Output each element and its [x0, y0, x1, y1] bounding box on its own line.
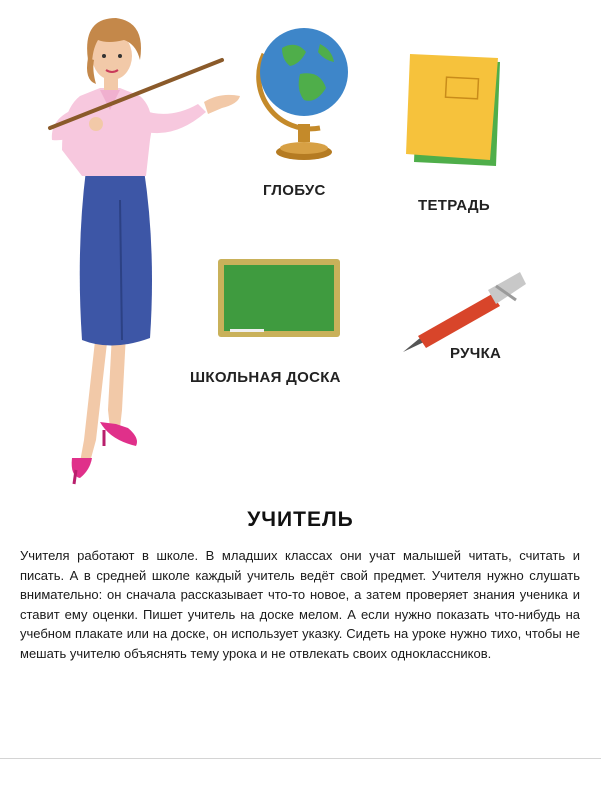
notebook-label: ТЕТРАДЬ [418, 197, 490, 214]
notebook-icon [406, 54, 500, 166]
page-title: УЧИТЕЛЬ [247, 508, 354, 531]
teacher-figure [52, 18, 240, 484]
pen-label: РУЧКА [450, 345, 502, 362]
bottom-divider [0, 758, 601, 759]
blackboard-icon [218, 259, 340, 337]
blackboard-label: ШКОЛЬНАЯ ДОСКА [190, 369, 341, 386]
description-text: Учителя работают в школе. В младших классах они учат малышей читать, считать и писать. А в средней школе каждый учитель ведёт свой предмет. Учителя нужно слушать внимательно: он сначала рассказывает что-то новое, а затем проверяет знания ученика и ставит ему оценки. Пишет учитель на доске мелом. А если нужно показать что-нибудь на учебном плакате или на доске, он использует указку. Сидеть на уроке нужно тихо, чтобы не мешать учителю объяснять тему урока и не отвлекать своих одноклассников. [20, 548, 580, 661]
pen-icon [403, 272, 526, 352]
globe-icon [259, 28, 348, 160]
globe-label: ГЛОБУС [263, 182, 326, 199]
